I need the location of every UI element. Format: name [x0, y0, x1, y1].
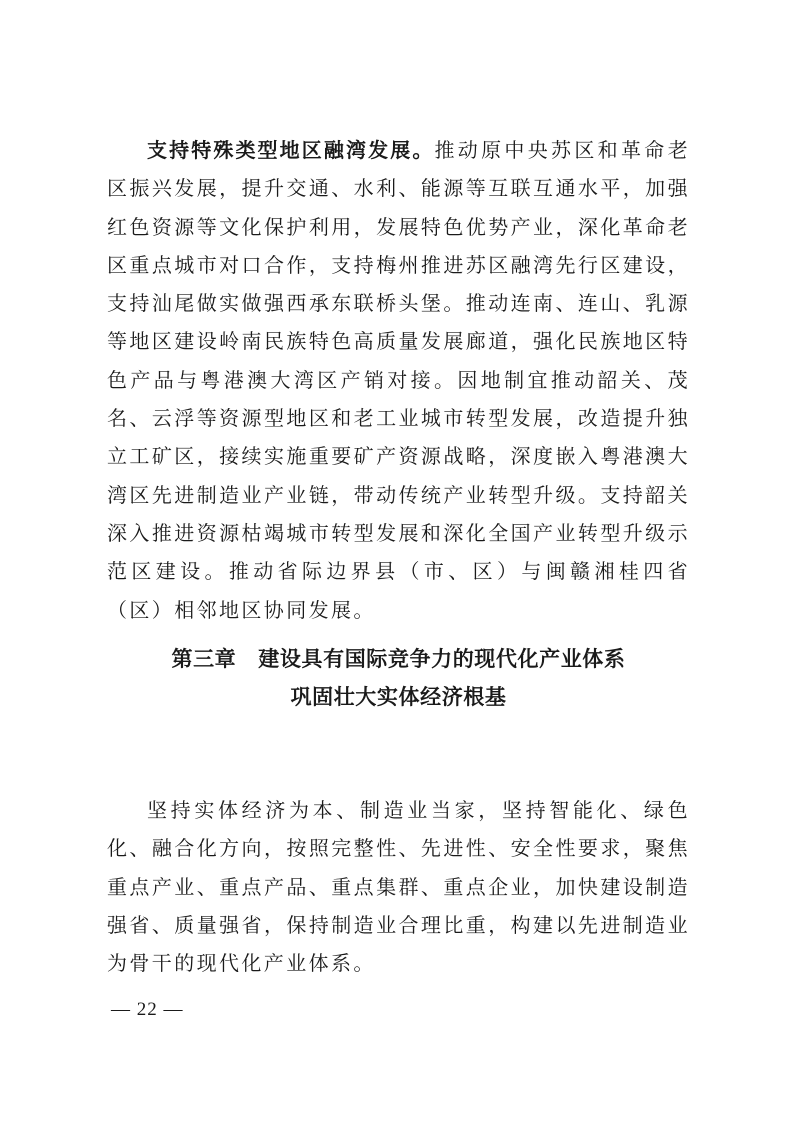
chapter-title-main: 建设具有国际竞争力的现代化产业体系 [258, 646, 626, 671]
paragraph-special-regions [107, 131, 690, 629]
chapter-heading-line-1 [107, 640, 690, 678]
chapter-subtitle: 巩固壮大实体经济根基 [290, 684, 507, 709]
paragraph-body-text: 推动原中央苏区和革命老区振兴发展，提升交通、水利、能源等互联互通水平，加强红色资源等文化保护利用，发展特色优势产业，深化革命老区重点城市对口合作，支持梅州推进苏区融湾先行区建设，支持汕尾做实做强西承东联桥头堡。推动连南、连山、乳源等地区建设岭南民族特色高质量发展廊道，强化民族地区特色产品与粤港澳大湾区产销对接。因地制宜推动韶关、茂名、云浮等资源型地区和老工业城市转型发展，改造提升独立工矿区，接续实施重要矿产资源战略，深度嵌入粤港澳大湾区先进制造业产业链，带动传统产业转型升级。支持韶关深入推进资源枯竭城市转型发展和深化全国产业转型升级示范区建设。推动省际边界县（市、区）与闽赣湘桂四省（区）相邻地区协同发展。 [107, 138, 690, 622]
paragraph-lead-heading: 支持特殊类型地区融湾发展。 [147, 138, 435, 162]
paragraph-real-economy: 坚持实体经济为本、制造业当家，坚持智能化、绿色化、融合化方向，按照完整性、先进性、安全性要求，聚焦重点产业、重点产品、重点集群、重点企业，加快建设制造强省、质量强省，保持制造业合理比重，构建以先进制造业为骨干的现代化产业体系。 [107, 798, 690, 976]
page-number: — 22 — [111, 999, 184, 1020]
chapter-heading [107, 640, 690, 716]
chapter-number: 第三章 [171, 646, 237, 671]
